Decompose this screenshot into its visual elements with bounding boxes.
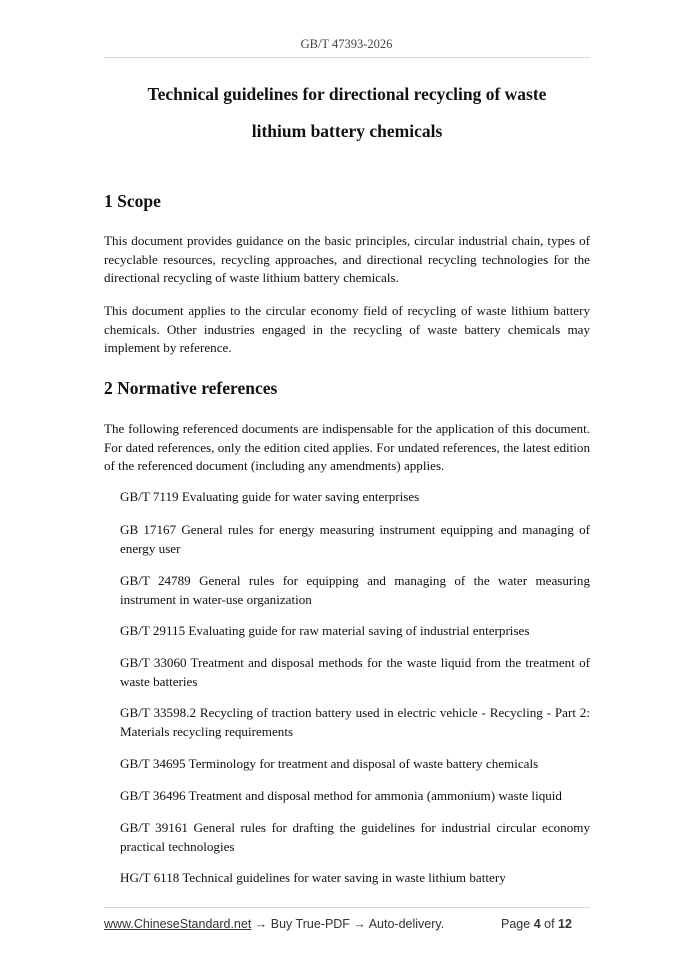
reference-item: GB/T 34695 Terminology for treatment and disposal of waste battery chemicals: [120, 756, 539, 771]
footer-divider: [104, 907, 590, 908]
reference-item: GB/T 36496 Treatment and disposal method for ammonia (ammonium) waste liquid: [120, 788, 562, 803]
document-header-code: GB/T 47393-2026: [300, 37, 393, 51]
page-label: Page: [501, 917, 531, 931]
reference-item: GB/T 29115 Evaluating guide for raw material saving of industrial enterprises: [120, 623, 530, 638]
section-heading-normative-references: 2 Normative references: [104, 378, 278, 398]
reference-item: GB/T 24789 General rules for equipping and managing of the water measuring instrument in water-use organization: [120, 573, 590, 607]
header-divider: [104, 57, 590, 58]
reference-item: GB/T 33598.2 Recycling of traction battery used in electric vehicle - Recycling - Part 2: Materials recycling requirements: [120, 705, 590, 739]
reference-item: GB/T 33060 Treatment and disposal methods for the waste liquid from the treatment of waste batteries: [120, 655, 590, 689]
document-title-line-2: lithium battery chemicals: [251, 121, 443, 141]
reference-item: GB/T 39161 General rules for drafting the guidelines for industrial circular economy practical technologies: [120, 820, 590, 854]
current-page-number: 4: [533, 917, 541, 931]
page-indicator: [501, 917, 572, 931]
reference-item: GB/T 7119 Evaluating guide for water saving enterprises: [120, 489, 420, 504]
footer-promo: [104, 917, 444, 931]
footer-promo-text: → Buy True-PDF → Auto-delivery.: [251, 917, 445, 931]
scope-paragraph-2: This document applies to the circular economy field of recycling of waste lithium battery chemicals. Other industries engaged in the recycling of waste battery chemicals may implement by reference.: [104, 303, 590, 356]
section-heading-scope: 1 Scope: [104, 191, 161, 211]
normative-references-intro: The following referenced documents are indispensable for the application of this document. For dated references, only the edition cited applies. For undated references, the latest edition of the referenced document (including any amendments) applies.: [104, 421, 590, 474]
total-pages: 12: [558, 917, 572, 931]
of-label: of: [544, 917, 555, 931]
reference-item: HG/T 6118 Technical guidelines for water saving in waste lithium battery: [120, 870, 506, 885]
scope-paragraph-1: This document provides guidance on the basic principles, circular industrial chain, types of recyclable resources, recycling approaches, and directional recycling technologies for the directional recycling of waste lithium battery chemicals.: [104, 233, 590, 286]
reference-item: GB 17167 General rules for energy measuring instrument equipping and managing of energy user: [120, 522, 590, 556]
chinesestandard-link[interactable]: www.ChineseStandard.net: [104, 917, 252, 931]
document-title-line-1: Technical guidelines for directional recycling of waste: [147, 84, 547, 104]
